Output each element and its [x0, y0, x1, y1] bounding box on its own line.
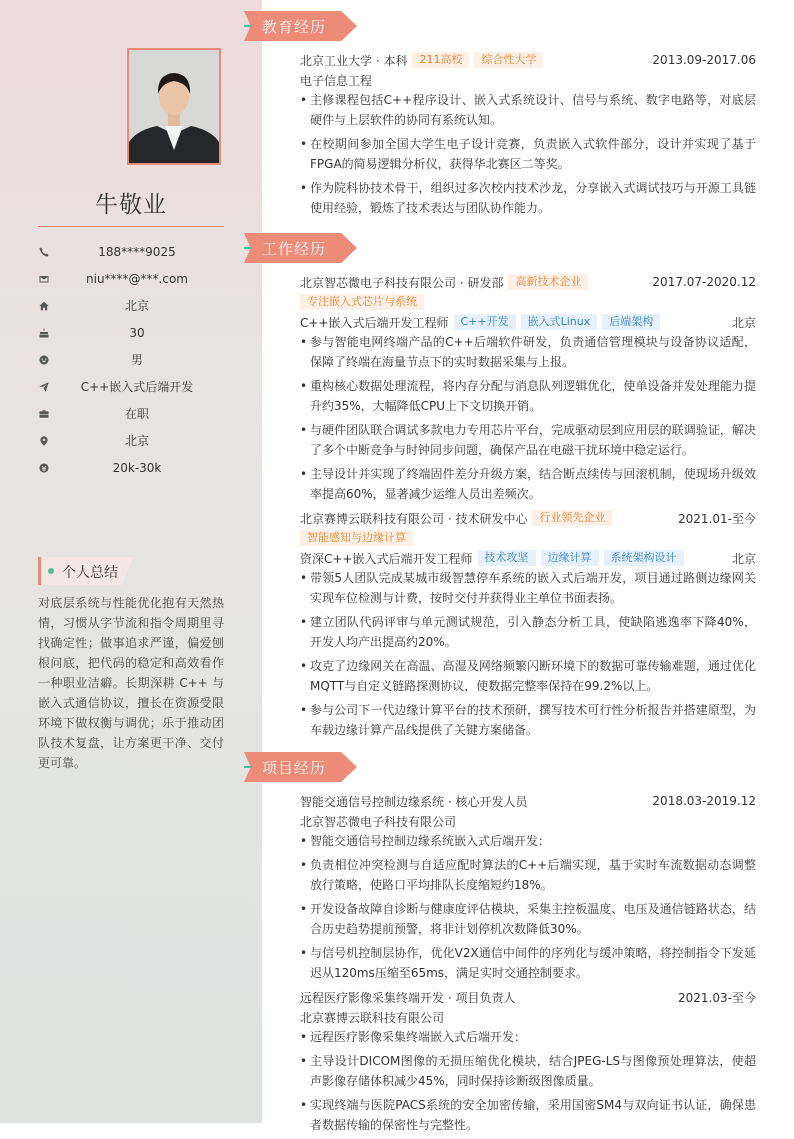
info-residence — [38, 292, 224, 319]
list-item: • 建立团队代码评审与单元测试规范，引入静态分析工具，使缺陷逃逸率下降40%，开发人均产出提高约20%。 — [300, 612, 756, 652]
skill-tag: 边缘计算 — [541, 550, 599, 566]
list-item: • 主导设计DICOM图像的无损压缩优化模块，结合JPEG-LS与图像预处理算法，使超声影像存储体积减少45%，同时保持诊断级图像质量。 — [300, 1051, 756, 1091]
home-icon — [38, 300, 50, 312]
list-item: • 实现终端与医院PACS系统的安全加密传输，采用国密SM4与双向证书认证，确保患者数据传输的保密性与完整性。 — [300, 1095, 756, 1135]
target-position: C++嵌入式后端开发 — [80, 380, 194, 394]
projects-block — [300, 791, 756, 1139]
email-address: niu****@***.com — [86, 271, 188, 286]
project-period: 2021.03-至今 — [678, 990, 756, 1005]
info-salary — [38, 454, 224, 481]
summary-text: 对底层系统与性能优化抱有天然热情，习惯从字节流和指令周期里寻找确定性；做事追求严谨，偏爱刨根问底，把代码的稳定和高效看作一种职业洁癖。长期深耕 C++ 与嵌入式通信协议，擅长在资源受限环境下做权衡与调优；乐于推动团队技术复盘，让方案更干净、交付更可靠。 — [38, 596, 224, 770]
bullet-dot-icon — [48, 568, 54, 574]
expected-salary: 20k-30k — [112, 460, 162, 475]
info-target-position — [38, 373, 224, 400]
project-entry — [300, 987, 756, 1135]
project-org: 北京赛博云联科技有限公司 — [300, 1010, 445, 1025]
section-header-work — [244, 233, 358, 263]
list-item: • 主修课程包括C++程序设计、嵌入式系统设计、信号与系统、数字电路等，对底层硬件与上层软件的协同有系统认知。 — [300, 90, 756, 130]
list-item: • 参与公司下一代边缘计算平台的技术预研，撰写技术可行性分析报告并搭建原型，为车载边缘计算产品线提供了关键方案储备。 — [300, 700, 756, 740]
info-email — [38, 265, 224, 292]
work-block — [300, 272, 756, 744]
skill-tag: 系统架构设计 — [604, 550, 684, 566]
company-focus-tag: 专注嵌入式芯片与系统 — [300, 294, 424, 310]
company-name: 北京赛博云联科技有限公司 · 技术研发中心 — [300, 511, 528, 526]
project-org: 北京智芯微电子科技有限公司 — [300, 814, 457, 829]
smile-icon — [38, 354, 50, 366]
list-item: • 主导设计并实现了终端固件差分升级方案，结合断点续传与回滚机制，使现场升级效率提高60%，显著减少运维人员出差频次。 — [300, 464, 756, 504]
list-item: • 作为院科协技术骨干，组织过多次校内技术沙龙，分享嵌入式调试技巧与开源工具链使用经验，锻炼了技术表达与团队协作能力。 — [300, 178, 756, 218]
project-bullets — [300, 831, 756, 983]
list-item: • 负责相位冲突检测与自适应配时算法的C++后端实现，基于实时车流数据动态调整放行策略，使路口平均排队长度缩短约18%。 — [300, 855, 756, 895]
job-bullets — [300, 568, 756, 740]
portrait-image — [129, 50, 219, 163]
gender-value: 男 — [130, 353, 143, 367]
job-role: 资深C++嵌入式后端开发工程师 — [300, 551, 473, 566]
info-gender — [38, 346, 224, 373]
salary-icon — [38, 462, 50, 474]
skill-tag: 后端架构 — [602, 314, 660, 330]
list-item: • 在校期间参加全国大学生电子设计竞赛，负责嵌入式软件部分，设计并实现了基于FPGA的简易逻辑分析仪，获得华北赛区二等奖。 — [300, 134, 756, 174]
residence-city: 北京 — [124, 299, 149, 313]
info-age — [38, 319, 224, 346]
phone-icon — [38, 246, 50, 258]
info-phone — [38, 238, 224, 265]
major: 电子信息工程 — [300, 73, 373, 88]
education-bullets — [300, 90, 756, 218]
project-bullets — [300, 1027, 756, 1135]
section-header-education — [244, 11, 358, 41]
sidebar — [0, 0, 262, 1123]
project-entry — [300, 791, 756, 983]
candidate-name: 牛敬业 — [95, 192, 167, 218]
info-target-city — [38, 427, 224, 454]
job-bullets — [300, 332, 756, 504]
job-entry — [300, 508, 756, 740]
list-item: • 参与智能电网终端产品的C++后端软件研发，负责通信管理模块与设备协议适配，保障了终端在海量节点下的实时数据采集与上报。 — [300, 332, 756, 372]
section-header-projects — [244, 752, 358, 782]
job-role: C++嵌入式后端开发工程师 — [300, 315, 449, 330]
contact-info-list — [38, 238, 224, 481]
cake-icon — [38, 327, 50, 339]
job-city: 北京 — [731, 315, 756, 330]
section-title: 项目经历 — [262, 759, 327, 777]
list-item: • 智能交通信号控制边缘系统嵌入式后端开发： — [300, 831, 756, 851]
education-period: 2013.09-2017.06 — [652, 53, 756, 67]
school-tag: 综合性大学 — [474, 52, 543, 68]
briefcase-icon — [38, 408, 50, 420]
list-item: • 带领5人团队完成某城市级智慧停车系统的嵌入式后端开发，项目通过路侧边缘网关实现车位检测与计费，按时交付并获得业主单位书面表扬。 — [300, 568, 756, 608]
section-title: 教育经历 — [262, 18, 327, 36]
summary-title: 个人总结 — [62, 565, 118, 581]
school-name: 北京工业大学 · 本科 — [300, 53, 408, 68]
phone-number: 188****9025 — [98, 244, 176, 259]
school-tag: 211高校 — [412, 52, 469, 68]
company-name: 北京智芯微电子科技有限公司 · 研发部 — [300, 275, 504, 290]
name-divider — [38, 226, 224, 227]
job-city: 北京 — [731, 551, 756, 566]
education-block — [300, 50, 756, 222]
info-job-status — [38, 400, 224, 427]
skill-tag: 技术攻坚 — [478, 550, 536, 566]
company-tag: 行业领先企业 — [532, 510, 612, 526]
job-period: 2017.07-2020.12 — [652, 275, 756, 289]
project-period: 2018.03-2019.12 — [652, 794, 756, 808]
company-tag: 高新技术企业 — [508, 274, 588, 290]
list-item: • 与硬件团队联合调试多款电力专用芯片平台，完成驱动层到应用层的联调验证，解决了多个中断竞争与时钟同步问题，确保产品在电磁干扰环境中稳定运行。 — [300, 420, 756, 460]
list-item: • 与信号机控制层协作，优化V2X通信中间件的序列化与缓冲策略，将控制指令下发延迟从120ms压缩至65ms，满足实时交通控制要求。 — [300, 943, 756, 983]
email-icon — [38, 273, 50, 285]
project-name: 远程医疗影像采集终端开发 · 项目负责人 — [300, 990, 516, 1005]
list-item: • 远程医疗影像采集终端嵌入式后端开发： — [300, 1027, 756, 1047]
profile-photo — [127, 48, 221, 165]
list-item: • 攻克了边缘网关在高温、高湿及网络频繁闪断环境下的数据可靠传输难题，通过优化MQTT与自定义链路探测协议，使数据完整率保持在99.2%以上。 — [300, 656, 756, 696]
list-item: • 重构核心数据处理流程，将内存分配与消息队列逻辑优化，使单设备并发处理能力提升约35%，大幅降低CPU上下文切换开销。 — [300, 376, 756, 416]
skill-tag: C++开发 — [454, 314, 516, 330]
skill-tag: 嵌入式Linux — [521, 314, 598, 330]
job-entry — [300, 272, 756, 504]
age-value: 30 — [129, 325, 145, 340]
target-city: 北京 — [124, 434, 149, 448]
job-status: 在职 — [124, 407, 149, 421]
location-icon — [38, 435, 50, 447]
list-item: • 开发设备故障自诊断与健康度评估模块，采集主控板温度、电压及通信链路状态，结合历史趋势提前预警，将非计划停机次数降低30%。 — [300, 899, 756, 939]
company-focus-tag: 智能感知与边缘计算 — [300, 530, 413, 546]
job-period: 2021.01-至今 — [678, 511, 756, 526]
summary-heading — [38, 557, 148, 585]
send-icon — [38, 381, 50, 393]
project-name: 智能交通信号控制边缘系统 · 核心开发人员 — [300, 794, 528, 809]
section-title: 工作经历 — [262, 240, 327, 258]
